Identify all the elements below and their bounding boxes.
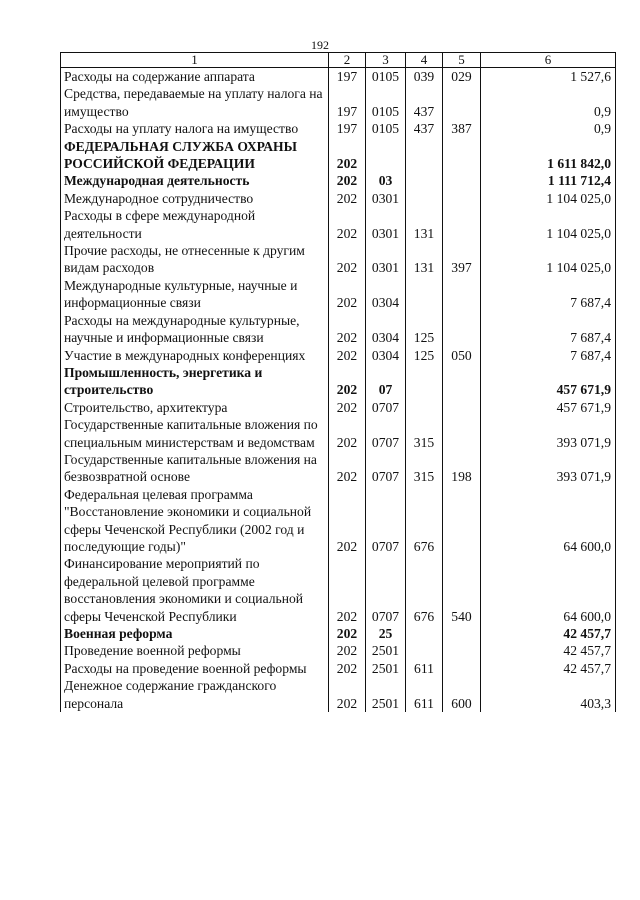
row-code-4 xyxy=(406,190,443,207)
row-code-2: 202 xyxy=(329,451,366,486)
table-row xyxy=(61,190,616,207)
row-code-4 xyxy=(406,138,443,173)
row-code-3: 0707 xyxy=(366,399,406,416)
row-amount: 393 071,9 xyxy=(481,416,616,451)
row-label: Строительство, архитектура xyxy=(61,399,329,416)
row-code-5: 397 xyxy=(443,242,481,277)
table-row xyxy=(61,555,616,625)
row-code-3: 0105 xyxy=(366,85,406,120)
row-amount: 457 671,9 xyxy=(481,399,616,416)
table-row xyxy=(61,486,616,556)
row-label: Международная деятельность xyxy=(61,172,329,189)
column-header-1: 1 xyxy=(61,53,329,68)
row-code-4: 437 xyxy=(406,85,443,120)
row-code-2: 197 xyxy=(329,68,366,86)
row-code-5: 029 xyxy=(443,68,481,86)
table-row xyxy=(61,642,616,659)
row-code-4 xyxy=(406,399,443,416)
row-code-5 xyxy=(443,207,481,242)
table-row xyxy=(61,207,616,242)
row-code-3: 0707 xyxy=(366,451,406,486)
row-code-5 xyxy=(443,172,481,189)
row-code-3: 0301 xyxy=(366,190,406,207)
row-code-3: 0301 xyxy=(366,242,406,277)
row-code-5 xyxy=(443,660,481,677)
row-code-3: 0707 xyxy=(366,486,406,556)
column-header-4: 4 xyxy=(406,53,443,68)
row-code-5 xyxy=(443,486,481,556)
row-code-3: 0304 xyxy=(366,312,406,347)
row-code-5: 600 xyxy=(443,677,481,712)
row-code-4 xyxy=(406,364,443,399)
row-code-3: 07 xyxy=(366,364,406,399)
row-code-4: 315 xyxy=(406,451,443,486)
row-code-2: 202 xyxy=(329,416,366,451)
row-code-5: 387 xyxy=(443,120,481,137)
table-row xyxy=(61,677,616,712)
table-row xyxy=(61,399,616,416)
row-amount: 1 611 842,0 xyxy=(481,138,616,173)
row-code-2: 202 xyxy=(329,242,366,277)
row-code-2: 202 xyxy=(329,207,366,242)
row-code-2: 202 xyxy=(329,190,366,207)
row-code-3: 0707 xyxy=(366,555,406,625)
row-amount: 7 687,4 xyxy=(481,277,616,312)
column-header-2: 2 xyxy=(329,53,366,68)
table-row xyxy=(61,138,616,173)
row-code-3: 2501 xyxy=(366,642,406,659)
row-code-5: 050 xyxy=(443,347,481,364)
table-row xyxy=(61,416,616,451)
row-label: Расходы на содержание аппарата xyxy=(61,68,329,86)
row-label: Федеральная целевая программа "Восстановление экономики и социальной сферы Чеченской Республики (2002 год и последующие годы)" xyxy=(61,486,329,556)
row-code-2: 202 xyxy=(329,677,366,712)
row-code-3: 0105 xyxy=(366,68,406,86)
row-amount: 7 687,4 xyxy=(481,347,616,364)
row-code-5: 540 xyxy=(443,555,481,625)
row-code-5 xyxy=(443,642,481,659)
row-code-4 xyxy=(406,642,443,659)
row-code-2: 202 xyxy=(329,172,366,189)
row-code-4 xyxy=(406,277,443,312)
row-code-2: 202 xyxy=(329,625,366,642)
row-amount: 1 527,6 xyxy=(481,68,616,86)
row-code-3: 03 xyxy=(366,172,406,189)
row-code-5 xyxy=(443,277,481,312)
row-label: Государственные капитальные вложения на безвозвратной основе xyxy=(61,451,329,486)
row-code-3: 25 xyxy=(366,625,406,642)
row-code-4: 611 xyxy=(406,677,443,712)
table-row xyxy=(61,364,616,399)
row-label: Международные культурные, научные и информационные связи xyxy=(61,277,329,312)
row-code-2: 197 xyxy=(329,120,366,137)
row-code-3: 0301 xyxy=(366,207,406,242)
row-label: Денежное содержание гражданского персонала xyxy=(61,677,329,712)
row-code-4: 676 xyxy=(406,486,443,556)
row-label: Расходы на международные культурные, научные и информационные связи xyxy=(61,312,329,347)
row-code-5 xyxy=(443,312,481,347)
column-header-5: 5 xyxy=(443,53,481,68)
row-code-2: 202 xyxy=(329,347,366,364)
row-amount: 1 104 025,0 xyxy=(481,242,616,277)
row-code-4: 125 xyxy=(406,312,443,347)
row-code-3: 2501 xyxy=(366,660,406,677)
row-code-5 xyxy=(443,190,481,207)
row-code-2: 202 xyxy=(329,642,366,659)
row-label: Финансирование мероприятий по федеральной целевой программе восстановления экономики и социальной сферы Чеченской Республики xyxy=(61,555,329,625)
row-label: Расходы на уплату налога на имущество xyxy=(61,120,329,137)
row-code-5 xyxy=(443,416,481,451)
row-label: Расходы на проведение военной реформы xyxy=(61,660,329,677)
row-code-5 xyxy=(443,625,481,642)
row-amount: 1 104 025,0 xyxy=(481,190,616,207)
row-label: Международное сотрудничество xyxy=(61,190,329,207)
table-body xyxy=(61,68,616,713)
row-code-4: 437 xyxy=(406,120,443,137)
row-code-4 xyxy=(406,625,443,642)
row-code-3 xyxy=(366,138,406,173)
row-label: Проведение военной реформы xyxy=(61,642,329,659)
table-row xyxy=(61,660,616,677)
row-code-5 xyxy=(443,399,481,416)
row-code-2: 202 xyxy=(329,364,366,399)
table-row xyxy=(61,312,616,347)
table-row xyxy=(61,85,616,120)
table-row xyxy=(61,68,616,86)
table-row xyxy=(61,451,616,486)
row-amount: 42 457,7 xyxy=(481,660,616,677)
row-label: Расходы в сфере международной деятельности xyxy=(61,207,329,242)
row-code-4: 125 xyxy=(406,347,443,364)
row-code-2: 202 xyxy=(329,486,366,556)
page-number: 192 xyxy=(311,38,329,52)
row-amount: 64 600,0 xyxy=(481,555,616,625)
row-amount: 457 671,9 xyxy=(481,364,616,399)
row-code-2: 197 xyxy=(329,85,366,120)
row-code-5: 198 xyxy=(443,451,481,486)
row-code-4: 131 xyxy=(406,242,443,277)
column-header-6: 6 xyxy=(481,53,616,68)
row-code-4: 131 xyxy=(406,207,443,242)
row-amount: 42 457,7 xyxy=(481,625,616,642)
row-code-5 xyxy=(443,364,481,399)
row-amount: 0,9 xyxy=(481,85,616,120)
row-code-2: 202 xyxy=(329,555,366,625)
row-label: ФЕДЕРАЛЬНАЯ СЛУЖБА ОХРАНЫ РОССИЙСКОЙ ФЕДЕРАЦИИ xyxy=(61,138,329,173)
row-code-3: 0304 xyxy=(366,347,406,364)
header-row xyxy=(61,53,616,68)
row-code-4: 315 xyxy=(406,416,443,451)
row-amount: 64 600,0 xyxy=(481,486,616,556)
row-code-5 xyxy=(443,138,481,173)
row-code-2: 202 xyxy=(329,138,366,173)
table-row xyxy=(61,242,616,277)
table-row xyxy=(61,277,616,312)
row-code-2: 202 xyxy=(329,277,366,312)
row-label: Средства, передаваемые на уплату налога на имущество xyxy=(61,85,329,120)
row-amount: 0,9 xyxy=(481,120,616,137)
table-row xyxy=(61,172,616,189)
row-label: Государственные капитальные вложения по специальным министерствам и ведомствам xyxy=(61,416,329,451)
row-amount: 1 104 025,0 xyxy=(481,207,616,242)
column-header-3: 3 xyxy=(366,53,406,68)
row-code-4: 039 xyxy=(406,68,443,86)
row-code-3: 0304 xyxy=(366,277,406,312)
row-label: Прочие расходы, не отнесенные к другим видам расходов xyxy=(61,242,329,277)
row-amount: 42 457,7 xyxy=(481,642,616,659)
row-code-5 xyxy=(443,85,481,120)
row-amount: 403,3 xyxy=(481,677,616,712)
row-code-3: 0105 xyxy=(366,120,406,137)
row-amount: 1 111 712,4 xyxy=(481,172,616,189)
row-amount: 7 687,4 xyxy=(481,312,616,347)
row-amount: 393 071,9 xyxy=(481,451,616,486)
row-code-4: 676 xyxy=(406,555,443,625)
row-code-4: 611 xyxy=(406,660,443,677)
row-code-2: 202 xyxy=(329,660,366,677)
row-code-2: 202 xyxy=(329,399,366,416)
row-code-2: 202 xyxy=(329,312,366,347)
row-label: Военная реформа xyxy=(61,625,329,642)
row-label: Участие в международных конференциях xyxy=(61,347,329,364)
table-header xyxy=(61,53,616,68)
table-row xyxy=(61,120,616,137)
budget-table xyxy=(60,52,616,712)
table-row xyxy=(61,625,616,642)
row-code-3: 0707 xyxy=(366,416,406,451)
row-code-4 xyxy=(406,172,443,189)
table-row xyxy=(61,347,616,364)
row-label: Промышленность, энергетика и строительство xyxy=(61,364,329,399)
row-code-3: 2501 xyxy=(366,677,406,712)
